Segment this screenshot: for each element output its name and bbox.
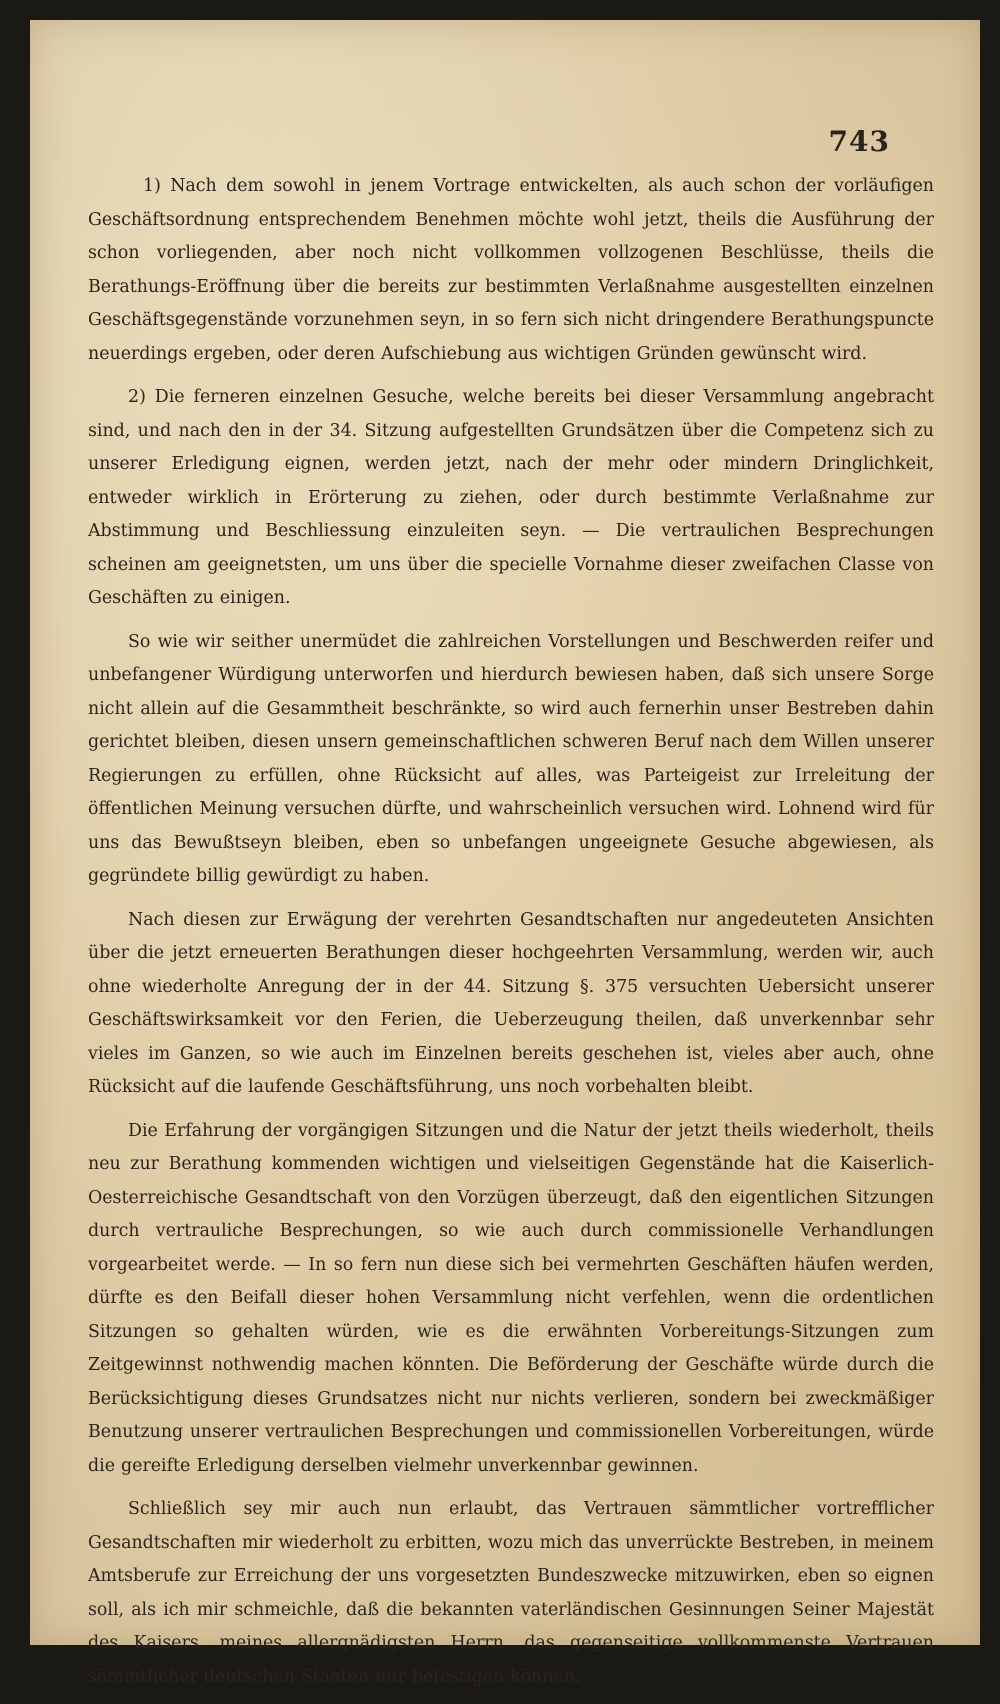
paragraph-6: Schließlich sey mir auch nun erlaubt, das Vertrauen sämmtlicher vortrefflicher Gesandtschaften mir wiederholt zu erbitten, wozu mich das unverrückte Bestreben, in meinem Amtsberufe zur Erreichung der uns vorgesetzten Bundeszwecke mitzuwirken, eben so eignen soll, als ich mir schmeichle, daß die bekannten vaterländischen Gesinnungen Seiner Majestät des Kaisers, meines allergnädigsten Herrn, das gegenseitige vollkommenste Vertrauen sämmtlicher deutschen Staaten nur befestigen können. xyxy=(88,1499,934,1687)
paragraph-1: 1) Nach dem sowohl in jenem Vortrage entwickelten, als auch schon der vorläufigen Geschäftsordnung entsprechendem Benehmen möchte wohl jetzt, theils die Ausführung der schon vorliegenden, aber noch nicht vollkommen vollzogenen Beschlüsse, theils die Berathungs-Eröffnung über die bereits zur bestimmten Verlaßnahme ausgestellten einzelnen Geschäftsgegenstände vorzunehmen seyn, in so fern sich nicht dringendere Berathungspuncte neuerdings ergeben, oder deren Aufschiebung aus wichtigen Gründen gewünscht wird. xyxy=(88,176,934,364)
page-body xyxy=(88,170,934,1704)
paragraph-5: Die Erfahrung der vorgängigen Sitzungen und die Natur der jetzt theils wiederholt, theils neu zur Berathung kommenden wichtigen und vielseitigen Gegenstände hat die Kaiserlich-Oesterreichische Gesandtschaft von den Vorzügen überzeugt, daß den eigentlichen Sitzungen durch vertrauliche Besprechungen, so wie auch durch commissionelle Verhandlungen vorgearbeitet werde. — In so fern nun diese sich bei vermehrten Geschäften häufen werden, dürfte es den Beifall dieser hohen Versammlung nicht verfehlen, wenn die ordentlichen Sitzungen so gehalten würden, wie es die erwähnten Vorbereitungs-Sitzungen zum Zeitgewinnst nothwendig machen könnten. Die Beförderung der Geschäfte würde durch die Berücksichtigung dieses Grundsatzes nicht nur nichts verlieren, sondern bei zweckmäßiger Benutzung unserer vertraulichen Besprechungen und commissionellen Vorbereitungen, würde die gereifte Erledigung derselben vielmehr unverkennbar gewinnen. xyxy=(88,1120,934,1476)
paragraph-4: Nach diesen zur Erwägung der verehrten Gesandtschaften nur angedeuteten Ansichten über die jetzt erneuerten Berathungen dieser hochgeehrten Versammlung, werden wir, auch ohne wiederholte Anregung der in der 44. Sitzung §. 375 versuchten Uebersicht unserer Geschäftswirksamkeit vor den Ferien, die Ueberzeugung theilen, daß unverkennbar sehr vieles im Ganzen, so wie auch im Einzelnen bereits geschehen ist, vieles aber auch, ohne Rücksicht auf die laufende Geschäftsführung, uns noch vorbehalten bleibt. xyxy=(88,909,934,1097)
paragraph-3: So wie wir seither unermüdet die zahlreichen Vorstellungen und Beschwerden reifer und unbefangener Würdigung unterworfen und hierdurch bewiesen haben, daß sich unsere Sorge nicht allein auf die Gesammtheit beschränkte, so wird auch fernerhin unser Bestreben dahin gerichtet bleiben, diesen unsern gemeinschaftlichen schweren Beruf nach dem Willen unserer Regierungen zu erfüllen, ohne Rücksicht auf alles, was Parteigeist zur Irreleitung der öffentlichen Meinung versuchen dürfte, und wahrscheinlich versuchen wird. Lohnend wird für uns das Bewußtseyn bleiben, eben so unbefangen ungeeignete Gesuche abgewiesen, als gegründete billig gewürdigt zu haben. xyxy=(88,631,934,886)
paragraph-2: 2) Die ferneren einzelnen Gesuche, welche bereits bei dieser Versammlung angebracht sind, und nach den in der 34. Sitzung aufgestellten Grundsätzen über die Competenz sich zu unserer Erledigung eignen, werden jetzt, nach der mehr oder mindern Dringlichkeit, entweder wirklich in Erörterung zu ziehen, oder durch bestimmte Verlaßnahme zur Abstimmung und Beschliessung einzuleiten seyn. — Die vertraulichen Besprechungen scheinen am geeignetsten, um uns über die specielle Vornahme dieser zweifachen Classe von Geschäften zu einigen. xyxy=(88,387,934,608)
page-number: 743 xyxy=(828,125,890,158)
book-page xyxy=(30,20,980,1687)
